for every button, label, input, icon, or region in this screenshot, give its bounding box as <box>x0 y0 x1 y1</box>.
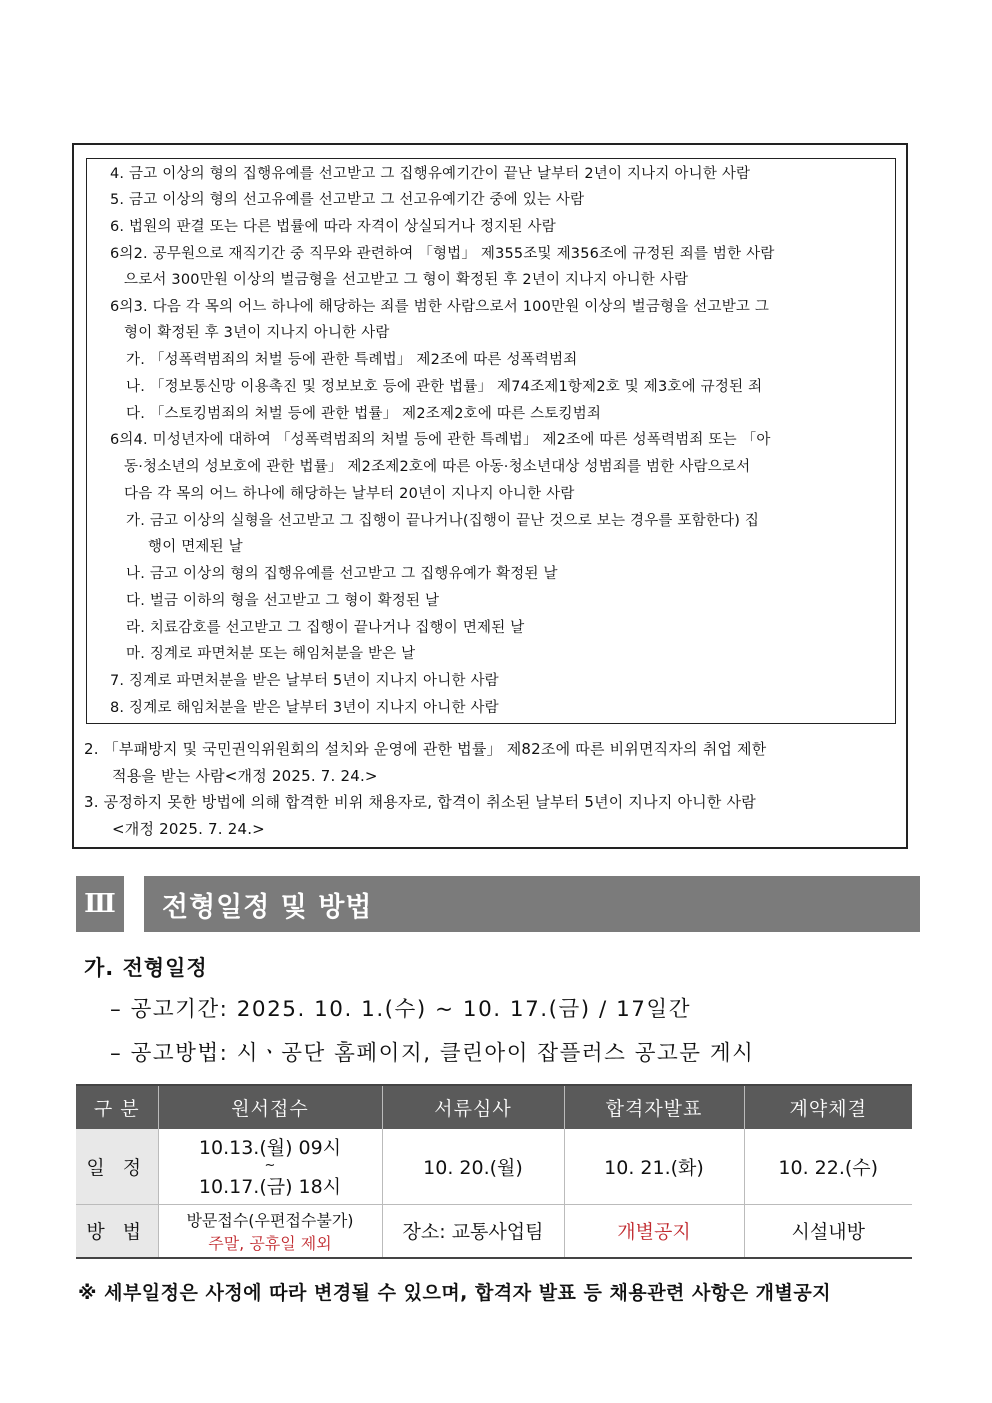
row-label-schedule: 일 정 <box>76 1129 158 1204</box>
table-row <box>76 1204 912 1258</box>
section-title: 전형일정 및 방법 <box>144 876 920 932</box>
inner-line: 6의3. 다음 각 목의 어느 하나에 해당하는 죄를 범한 사람으로서 100만원 이상의 벌금형을 선고받고 그 <box>110 299 770 315</box>
footnote: ※ 세부일정은 사정에 따라 변경될 수 있으며, 합격자 발표 등 채용관련 사항은 개별공지 <box>78 1282 832 1304</box>
bullet-announcement-method: – 공고방법: 시ㆍ공단 홈페이지, 클린아이 잡플러스 공고문 게시 <box>110 1041 755 1066</box>
inner-line: 라. 치료감호를 선고받고 그 집행이 끝나거나 집행이 면제된 날 <box>126 620 525 636</box>
row-label-method: 방 법 <box>76 1204 158 1258</box>
cell-review-method: 장소: 교통사업팀 <box>382 1204 564 1258</box>
header-application: 원서접수 <box>158 1085 382 1129</box>
inner-line: 7. 징계로 파면처분을 받은 날부터 5년이 지나지 아니한 사람 <box>110 673 499 689</box>
inner-line: 나. 「정보통신망 이용촉진 및 정보보호 등에 관한 법률」 제74조제1항제2호 및 제3호에 규정된 죄 <box>126 379 763 395</box>
bullet-announcement-period: – 공고기간: 2025. 10. 1.(수) ~ 10. 17.(금) / 17일간 <box>110 997 691 1022</box>
header-document-review: 서류심사 <box>382 1085 564 1129</box>
cell-announce-schedule: 10. 21.(화) <box>564 1129 744 1204</box>
inner-line: 동·청소년의 성보호에 관한 법률」 제2조제2호에 따른 아동·청소년대상 성범죄를 범한 사람으로서 <box>124 459 751 475</box>
inner-line: 5. 금고 이상의 형의 선고유예를 선고받고 그 선고유예기간 중에 있는 사람 <box>110 192 585 208</box>
inner-line: 다. 「스토킹범죄의 처벌 등에 관한 법률」 제2조제2호에 따른 스토킹범죄 <box>126 406 602 422</box>
application-method: 방문접수(우편접수불가) <box>186 1210 354 1230</box>
inner-line: 다음 각 목의 어느 하나에 해당하는 날부터 20년이 지나지 아니한 사람 <box>124 486 575 502</box>
outer-line: 2. 「부패방지 및 국민권익위원회의 설치와 운영에 관한 법률」 제82조에 따른 비위면직자의 취업 제한 <box>84 740 767 758</box>
inner-line: 가. 「성폭력범죄의 처벌 등에 관한 특례법」 제2조에 따른 성폭력범죄 <box>126 352 578 368</box>
inner-line: 6의2. 공무원으로 재직기간 중 직무와 관련하여 「형법」 제355조및 제356조에 규정된 죄를 범한 사람 <box>110 246 775 262</box>
inner-line: 가. 금고 이상의 실형을 선고받고 그 집행이 끝나거나(집행이 끝난 것으로 보는 경우를 포함한다) 집 <box>126 513 760 529</box>
outer-line: 적용을 받는 사람<개정 2025. 7. 24.> <box>112 767 378 785</box>
outer-line: 3. 공정하지 못한 방법에 의해 합격한 비위 채용자로, 합격이 취소된 날부터 5년이 지나지 아니한 사람 <box>84 793 756 811</box>
cell-contract-schedule: 10. 22.(수) <box>744 1129 912 1204</box>
application-tilde: ~ <box>264 1158 276 1174</box>
inner-line: 행이 면제된 날 <box>148 539 243 555</box>
outer-line: <개정 2025. 7. 24.> <box>112 820 265 838</box>
inner-line: 다. 벌금 이하의 형을 선고받고 그 형이 확정된 날 <box>126 593 440 609</box>
subheading: 가. 전형일정 <box>84 956 208 980</box>
table-header-row <box>76 1085 912 1129</box>
inner-line: 8. 징계로 해임처분을 받은 날부터 3년이 지나지 아니한 사람 <box>110 700 499 716</box>
cell-review-schedule: 10. 20.(월) <box>382 1129 564 1204</box>
inner-line: 마. 징계로 파면처분 또는 해임처분을 받은 날 <box>126 646 416 662</box>
header-category: 구 분 <box>76 1085 158 1129</box>
inner-line: 6의4. 미성년자에 대하여 「성폭력범죄의 처벌 등에 관한 특례법」 제2조에 따른 성폭력범죄 또는 「아 <box>110 432 771 448</box>
cell-contract-method: 시설내방 <box>744 1204 912 1258</box>
cell-application-method <box>158 1204 382 1258</box>
inner-line: 형이 확정된 후 3년이 지나지 아니한 사람 <box>124 325 390 341</box>
inner-line: 나. 금고 이상의 형의 집행유예를 선고받고 그 집행유예가 확정된 날 <box>126 566 558 582</box>
inner-line: 으로서 300만원 이상의 벌금형을 선고받고 그 형이 확정된 후 2년이 지나지 아니한 사람 <box>124 272 689 288</box>
application-exclusion-note: 주말, 공휴일 제외 <box>208 1233 332 1253</box>
schedule-table <box>76 1084 912 1259</box>
header-announcement: 합격자발표 <box>564 1085 744 1129</box>
table-row <box>76 1129 912 1204</box>
inner-line: 6. 법원의 판결 또는 다른 법률에 따라 자격이 상실되거나 정지된 사람 <box>110 219 556 235</box>
header-contract: 계약체결 <box>744 1085 912 1129</box>
application-start: 10.13.(월) 09시 <box>198 1137 342 1160</box>
cell-announce-method: 개별공지 <box>564 1204 744 1258</box>
application-end: 10.17.(금) 18시 <box>198 1176 342 1199</box>
section-number: Ⅲ <box>76 876 124 932</box>
inner-line: 4. 금고 이상의 형의 집행유예를 선고받고 그 집행유예기간이 끝난 날부터 2년이 지나지 아니한 사람 <box>110 166 751 182</box>
cell-application-schedule <box>158 1129 382 1204</box>
